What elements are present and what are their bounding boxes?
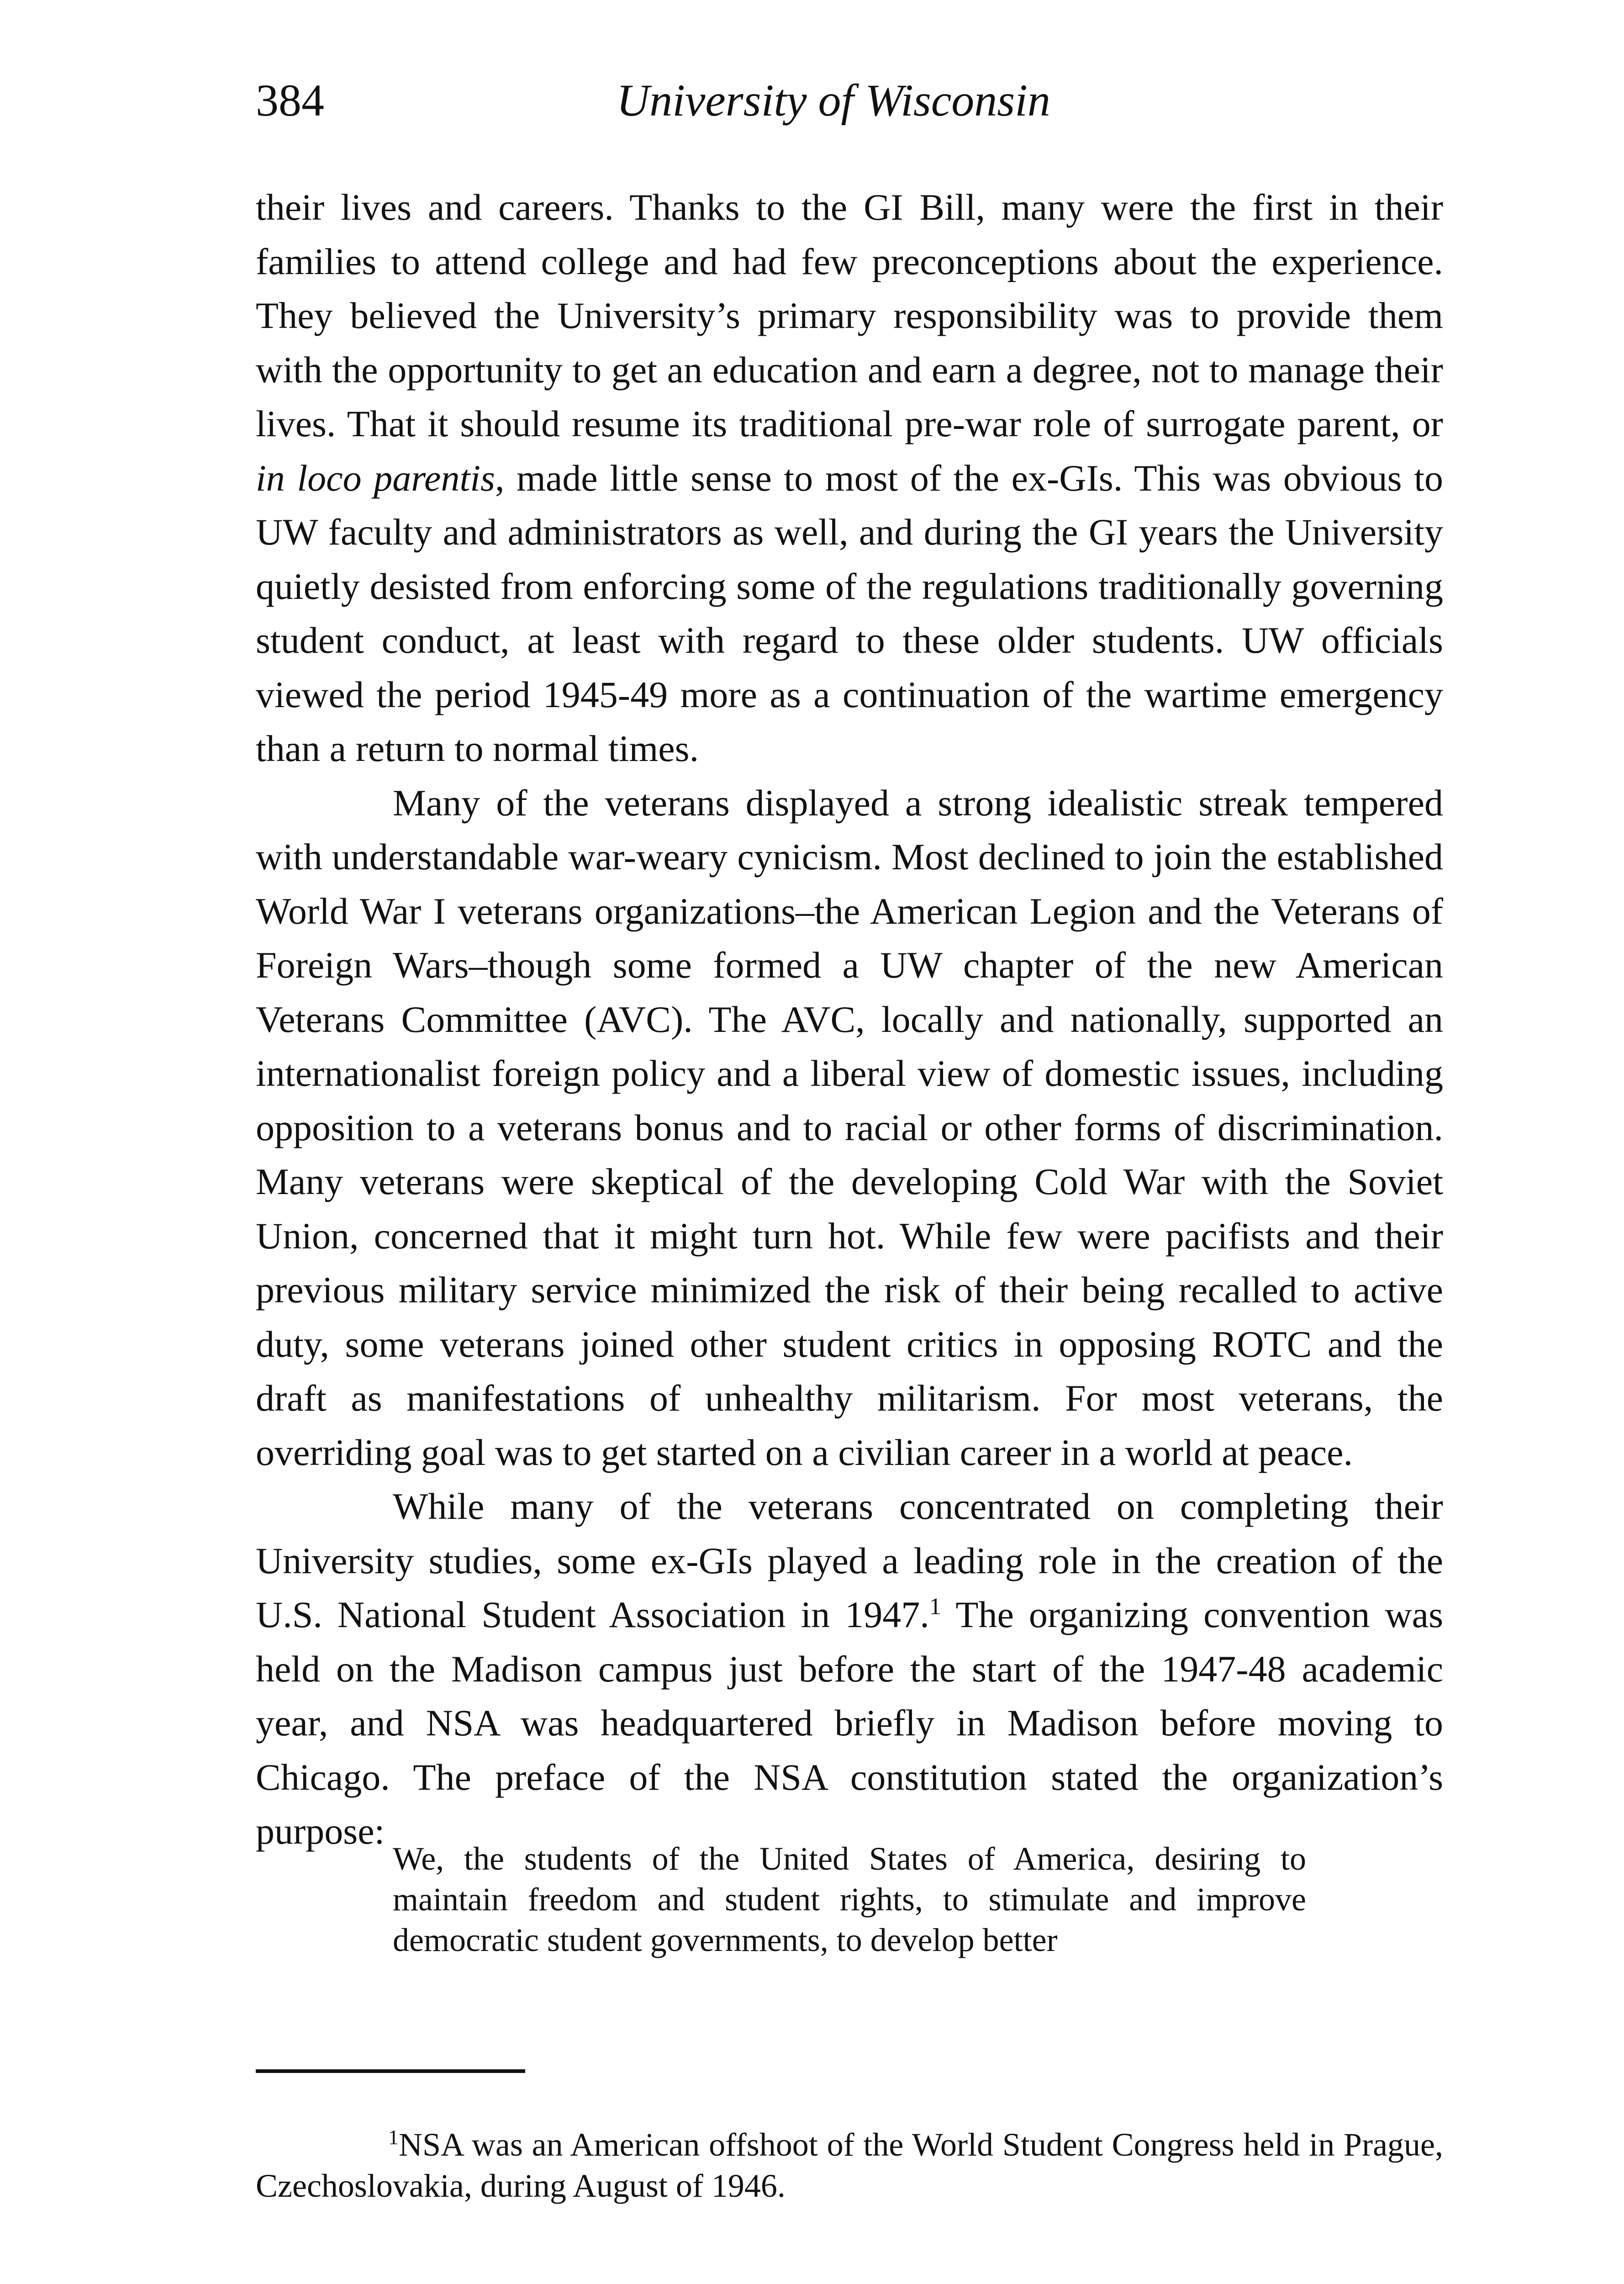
- latin-phrase: in loco parentis: [256, 457, 495, 499]
- paragraph-1-text-end: , made little sense to most of the ex-GIs. This was obvious to UW faculty and administrators as well, and during the GI years the University quietly desisted from enforcing some of the regulations traditionally governing student conduct, at least with regard to these older students. UW officials viewed the period 1945-49 more as a continuation of the wartime emergency than a return to normal times.: [256, 457, 1443, 769]
- paragraph-1-text-start: their lives and careers. Thanks to the GI Bill, many were the first in their families to attend college and had few preconceptions about the experience. They believed the University’s primary responsibility was to provide them with the opportunity to get an education and earn a degree, not to manage their lives. That it should resume its traditional pre-war role of surrogate parent, or: [256, 186, 1443, 444]
- running-head: [256, 69, 1443, 137]
- footnote-text: NSA was an American offshoot of the World Student Congress held in Prague, Czechoslovakia, during August of 1946.: [256, 2126, 1443, 2204]
- body-text: [256, 180, 1443, 1859]
- paragraph-veterans: Many of the veterans displayed a strong idealistic streak tempered with understandable war-weary cynicism. Most declined to join the established World War I veterans organizations–the American Legion and the Veterans of Foreign Wars–though some formed a UW chapter of the new American Veterans Committee (AVC). The AVC, locally and nationally, supported an internationalist foreign policy and a liberal view of domestic issues, including opposition to a veterans bonus and to racial or other forms of discrimination. Many veterans were skeptical of the developing Cold War with the Soviet Union, concerned that it might turn hot. While few were pacifists and their previous military service minimized the risk of their being recalled to active duty, some veterans joined other student critics in opposing ROTC and the draft as manifestations of unhealthy militarism. For most veterans, the overriding goal was to get started on a civilian career in a world at peace.: [256, 782, 1443, 1473]
- footnote-reference: 1: [929, 1593, 941, 1620]
- footnote-separator: [256, 2069, 525, 2073]
- paragraph-3-text-start: While many of the veterans concentrated on completing their University studies, some ex-GIs played a leading role in the creation of the U.S. National Student Association in 1947.: [256, 1486, 1443, 1635]
- constitution-block-quote: We, the students of the United States of America, desiring to maintain freedom and student rights, to stimulate and improve democratic student governments, to develop better: [393, 1840, 1306, 1958]
- paragraph-continuation: [256, 180, 1443, 776]
- paragraph-nsa: [256, 1480, 1443, 1859]
- running-title: University of Wisconsin: [617, 75, 1050, 126]
- paragraph-3-text-end: The organizing convention was held on the Madison campus just before the start of the 1947-48 academic year, and NSA was headquartered briefly in Madison before moving to Chicago. The preface of the NSA constitution stated the organization’s purpose:: [256, 1594, 1443, 1852]
- page-number: 384: [256, 75, 324, 126]
- footnote-marker: 1: [388, 2125, 399, 2149]
- footnote: [256, 2124, 1443, 2206]
